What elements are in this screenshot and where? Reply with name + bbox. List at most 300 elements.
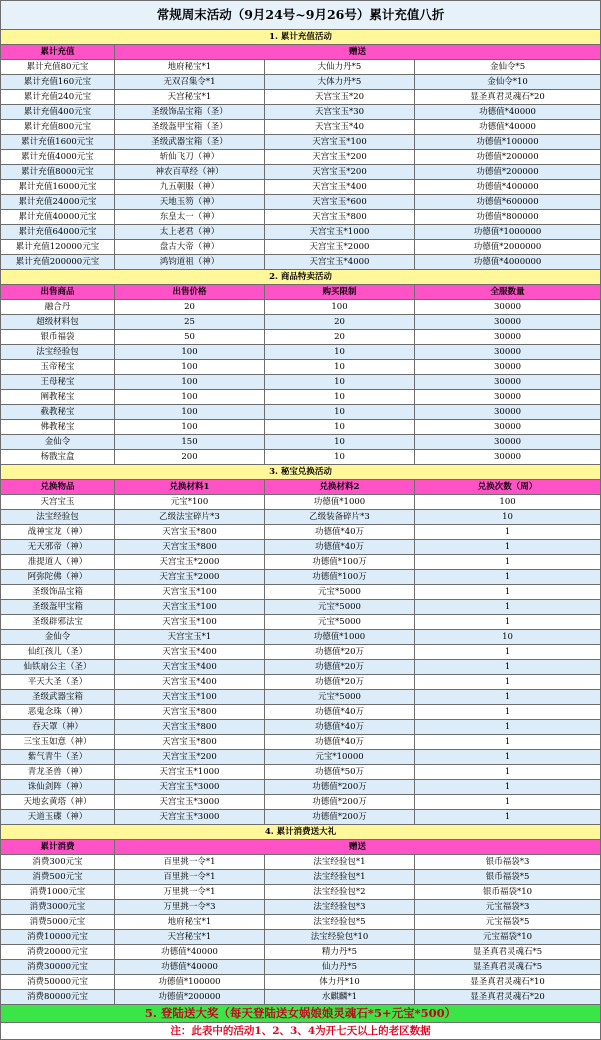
table-cell: 30000 <box>415 330 601 345</box>
column-header: 出售价格 <box>115 285 265 300</box>
table-cell: 天宫宝玉*400 <box>265 180 415 195</box>
column-header: 累计充值 <box>1 45 115 60</box>
table-cell: 功德值*100万 <box>265 570 415 585</box>
header-row <box>1 285 601 300</box>
table-cell: 50 <box>115 330 265 345</box>
column-header: 全服数量 <box>415 285 601 300</box>
footer-note: 注：此表中的活动1、2、3、4为开七天以上的老区数据 <box>1 1023 601 1040</box>
table-cell: 天宫宝玉*40 <box>265 120 415 135</box>
table-row <box>1 990 601 1005</box>
page-title: 常规周末活动（9月24号~9月26号）累计充值八折 <box>1 1 601 30</box>
table-cell: 功德值*100万 <box>265 555 415 570</box>
table-cell: 显圣真君灵魂石*5 <box>415 945 601 960</box>
table-cell: 仙力丹*5 <box>265 960 415 975</box>
table-cell: 天宫宝玉*20 <box>265 90 415 105</box>
table-cell: 天宫宝玉*400 <box>115 660 265 675</box>
table-cell: 功德值*20万 <box>265 645 415 660</box>
column-header: 累计消费 <box>1 840 115 855</box>
note-row <box>1 1023 601 1040</box>
table-cell: 神农百草经（神） <box>115 165 265 180</box>
table-cell: 天宫宝玉*3000 <box>115 810 265 825</box>
column-header: 出售商品 <box>1 285 115 300</box>
table-cell: 功德值*200000 <box>115 990 265 1005</box>
table-cell: 天宫宝玉*1000 <box>265 225 415 240</box>
table-cell: 地府秘宝*1 <box>115 60 265 75</box>
table-cell: 100 <box>115 390 265 405</box>
table-row <box>1 615 601 630</box>
table-cell: 1 <box>415 735 601 750</box>
table-cell: 10 <box>265 360 415 375</box>
table-cell: 圣级辟邪法宝 <box>1 615 115 630</box>
table-row <box>1 255 601 270</box>
table-row <box>1 705 601 720</box>
table-cell: 天宫宝玉*800 <box>265 210 415 225</box>
table-cell: 30000 <box>415 405 601 420</box>
table-cell: 准提道人（神） <box>1 555 115 570</box>
table-cell: 功德值*40000 <box>115 945 265 960</box>
section-title: 4. 累计消费送大礼 <box>1 825 601 840</box>
table-cell: 东皇太一（神） <box>115 210 265 225</box>
table-cell: 显圣真君灵魂石*5 <box>415 960 601 975</box>
table-cell: 累计充值64000元宝 <box>1 225 115 240</box>
table-row <box>1 570 601 585</box>
table-cell: 10 <box>265 420 415 435</box>
table-cell: 水麒麟*1 <box>265 990 415 1005</box>
table-cell: 圣级盔甲宝箱 <box>1 600 115 615</box>
header-row <box>1 45 601 60</box>
table-cell: 乙级装备碎片*3 <box>265 510 415 525</box>
section-title: 3. 秘宝兑换活动 <box>1 465 601 480</box>
table-cell: 功德值*20万 <box>265 675 415 690</box>
table-cell: 100 <box>265 300 415 315</box>
section-title-row <box>1 270 601 285</box>
table-cell: 元宝*5000 <box>265 690 415 705</box>
table-cell: 天地玉笏（神） <box>115 195 265 210</box>
table-cell: 1 <box>415 780 601 795</box>
table-cell: 法宝经验包 <box>1 345 115 360</box>
table-row <box>1 165 601 180</box>
table-cell: 消费3000元宝 <box>1 900 115 915</box>
section-title-row <box>1 30 601 45</box>
table-cell: 1 <box>415 720 601 735</box>
table-cell: 天宫宝玉*200 <box>115 750 265 765</box>
table-cell: 金仙令*10 <box>415 75 601 90</box>
table-cell: 累计充值8000元宝 <box>1 165 115 180</box>
table-cell: 1 <box>415 750 601 765</box>
table-row <box>1 735 601 750</box>
column-header: 兑换物品 <box>1 480 115 495</box>
table-cell: 元宝*100 <box>115 495 265 510</box>
table-cell: 10 <box>415 630 601 645</box>
table-cell: 30000 <box>415 345 601 360</box>
table-cell: 30000 <box>415 360 601 375</box>
table-cell: 盘古大帝（神） <box>115 240 265 255</box>
table-cell: 累计充值240元宝 <box>1 90 115 105</box>
table-cell: 累计充值1600元宝 <box>1 135 115 150</box>
table-cell: 30000 <box>415 375 601 390</box>
table-row <box>1 675 601 690</box>
table-cell: 天宫宝玉*400 <box>115 645 265 660</box>
table-cell: 天宫宝玉*1 <box>115 630 265 645</box>
table-cell: 天地玄黄塔（神） <box>1 795 115 810</box>
table-cell: 圣级武器宝箱（圣） <box>115 135 265 150</box>
table-cell: 体力丹*10 <box>265 975 415 990</box>
table-cell: 圣级武器宝箱 <box>1 690 115 705</box>
table-cell: 功德值*800000 <box>415 210 601 225</box>
table-cell: 功德值*40万 <box>265 525 415 540</box>
table-cell: 功德值*1000000 <box>415 225 601 240</box>
column-header: 兑换材料1 <box>115 480 265 495</box>
table-cell: 吞天罩（神） <box>1 720 115 735</box>
section-title: 2. 商品特卖活动 <box>1 270 601 285</box>
table-row <box>1 105 601 120</box>
table-cell: 天宫宝玉*2000 <box>265 240 415 255</box>
table-row <box>1 435 601 450</box>
table-cell: 1 <box>415 645 601 660</box>
table-row <box>1 405 601 420</box>
table-row <box>1 300 601 315</box>
table-cell: 消费50000元宝 <box>1 975 115 990</box>
table-cell: 1 <box>415 555 601 570</box>
table-cell: 无双召集令*1 <box>115 75 265 90</box>
table-cell: 累计充值160元宝 <box>1 75 115 90</box>
table-cell: 1 <box>415 795 601 810</box>
login-reward-row <box>1 1005 601 1023</box>
table-cell: 万里挑一令*1 <box>115 885 265 900</box>
table-cell: 1 <box>415 525 601 540</box>
table-cell: 法宝经验包*1 <box>265 870 415 885</box>
table-cell: 银币福袋 <box>1 330 115 345</box>
header-row <box>1 480 601 495</box>
table-cell: 天宫宝玉*800 <box>115 720 265 735</box>
table-cell: 法宝经验包*1 <box>265 855 415 870</box>
table-cell: 精力丹*5 <box>265 945 415 960</box>
table-cell: 功德值*40万 <box>265 540 415 555</box>
table-cell: 天宫宝玉*30 <box>265 105 415 120</box>
table-row <box>1 510 601 525</box>
table-cell: 25 <box>115 315 265 330</box>
table-cell: 仙铁扇公主（圣） <box>1 660 115 675</box>
table-row <box>1 135 601 150</box>
table-cell: 天宫宝玉*2000 <box>115 570 265 585</box>
table-cell: 1 <box>415 810 601 825</box>
table-cell: 阿弥陀佛（神） <box>1 570 115 585</box>
table-cell: 10 <box>265 345 415 360</box>
table-row <box>1 780 601 795</box>
table-row <box>1 930 601 945</box>
table-cell: 30000 <box>415 435 601 450</box>
table-cell: 1 <box>415 660 601 675</box>
table-cell: 元宝*10000 <box>265 750 415 765</box>
table-cell: 消费500元宝 <box>1 870 115 885</box>
table-cell: 功德值*400000 <box>415 180 601 195</box>
table-cell: 20 <box>115 300 265 315</box>
table-cell: 10 <box>415 510 601 525</box>
table-cell: 功德值*20万 <box>265 660 415 675</box>
table-cell: 无天邪帝（神） <box>1 540 115 555</box>
table-cell: 天宫宝玉*800 <box>115 705 265 720</box>
table-cell: 功德值*50万 <box>265 765 415 780</box>
table-row <box>1 765 601 780</box>
table-row <box>1 225 601 240</box>
column-header: 赠送 <box>115 45 601 60</box>
table-cell: 100 <box>115 420 265 435</box>
table-cell: 截教秘宝 <box>1 405 115 420</box>
table-cell: 功德值*40万 <box>265 720 415 735</box>
column-header: 兑换次数（周） <box>415 480 601 495</box>
table-cell: 超级材料包 <box>1 315 115 330</box>
table-cell: 1 <box>415 675 601 690</box>
table-cell: 银币福袋*5 <box>415 870 601 885</box>
table-row <box>1 585 601 600</box>
table-cell: 诛仙剑阵（神） <box>1 780 115 795</box>
table-cell: 累计充值120000元宝 <box>1 240 115 255</box>
table-cell: 1 <box>415 765 601 780</box>
table-cell: 法宝经验包*2 <box>265 885 415 900</box>
column-header: 兑换材料2 <box>265 480 415 495</box>
table-row <box>1 630 601 645</box>
table-cell: 金仙令*5 <box>415 60 601 75</box>
table-cell: 1 <box>415 585 601 600</box>
table-row <box>1 975 601 990</box>
table-cell: 100 <box>115 405 265 420</box>
table-row <box>1 645 601 660</box>
table-cell: 显圣真君灵魂石*20 <box>415 90 601 105</box>
table-cell: 天宫宝玉*100 <box>115 585 265 600</box>
table-cell: 1 <box>415 705 601 720</box>
table-cell: 功德值*100000 <box>115 975 265 990</box>
table-cell: 阐教秘宝 <box>1 390 115 405</box>
header-row <box>1 840 601 855</box>
table-cell: 累计充值200000元宝 <box>1 255 115 270</box>
table-cell: 天宫宝玉*200 <box>265 165 415 180</box>
table-cell: 10 <box>265 450 415 465</box>
table-cell: 消费5000元宝 <box>1 915 115 930</box>
table-cell: 消费1000元宝 <box>1 885 115 900</box>
table-cell: 1 <box>415 690 601 705</box>
table-cell: 大体力丹*5 <box>265 75 415 90</box>
table-row <box>1 810 601 825</box>
table-row <box>1 600 601 615</box>
table-cell: 圣级饰品宝箱（圣） <box>115 105 265 120</box>
table-row <box>1 330 601 345</box>
table-cell: 功德值*40万 <box>265 735 415 750</box>
table-row <box>1 345 601 360</box>
table-cell: 100 <box>415 495 601 510</box>
table-cell: 100 <box>115 375 265 390</box>
table-cell: 累计充值40000元宝 <box>1 210 115 225</box>
table-cell: 金仙令 <box>1 630 115 645</box>
table-cell: 元宝福袋*10 <box>415 930 601 945</box>
table-cell: 太上老君（神） <box>115 225 265 240</box>
table-cell: 1 <box>415 570 601 585</box>
table-cell: 元宝福袋*3 <box>415 900 601 915</box>
table-cell: 圣级盔甲宝箱（圣） <box>115 120 265 135</box>
table-row <box>1 450 601 465</box>
table-row <box>1 60 601 75</box>
table-cell: 功德值*200万 <box>265 810 415 825</box>
table-cell: 天宫宝玉*2000 <box>115 555 265 570</box>
table-cell: 天宫宝玉*800 <box>115 540 265 555</box>
table-row <box>1 960 601 975</box>
table-cell: 功德值*200万 <box>265 795 415 810</box>
section-title-row <box>1 825 601 840</box>
table-row <box>1 870 601 885</box>
table-cell: 法宝经验包*10 <box>265 930 415 945</box>
table-cell: 天宫宝玉*100 <box>115 615 265 630</box>
table-cell: 天宫宝玉*800 <box>115 525 265 540</box>
table-row <box>1 660 601 675</box>
table-cell: 恶鬼念珠（神） <box>1 705 115 720</box>
table-cell: 乙级法宝碎片*3 <box>115 510 265 525</box>
table-cell: 1 <box>415 615 601 630</box>
table-cell: 杨戬宝盒 <box>1 450 115 465</box>
login-reward-banner: 5. 登陆送大奖（每天登陆送女娲娘娘灵魂石*5+元宝*500） <box>1 1005 601 1023</box>
table-cell: 天宫宝玉*3000 <box>115 780 265 795</box>
table-cell: 平天大圣（圣） <box>1 675 115 690</box>
table-cell: 天宫宝玉*4000 <box>265 255 415 270</box>
table-cell: 银币福袋*3 <box>415 855 601 870</box>
table-row <box>1 195 601 210</box>
table-cell: 法宝经验包 <box>1 510 115 525</box>
table-cell: 20 <box>265 315 415 330</box>
page-title-row <box>1 1 601 30</box>
table-cell: 20 <box>265 330 415 345</box>
table-cell: 法宝经验包*5 <box>265 915 415 930</box>
section-title-row <box>1 465 601 480</box>
table-cell: 功德值*40000 <box>415 120 601 135</box>
table-cell: 大仙力丹*5 <box>265 60 415 75</box>
table-row <box>1 360 601 375</box>
table-cell: 消费10000元宝 <box>1 930 115 945</box>
table-cell: 累计充值16000元宝 <box>1 180 115 195</box>
table-row <box>1 750 601 765</box>
table-cell: 天宫宝玉*600 <box>265 195 415 210</box>
table-cell: 元宝*5000 <box>265 600 415 615</box>
table-cell: 消费80000元宝 <box>1 990 115 1005</box>
table-cell: 10 <box>265 405 415 420</box>
table-row <box>1 885 601 900</box>
table-cell: 天宫宝玉*1000 <box>115 765 265 780</box>
table-cell: 消费30000元宝 <box>1 960 115 975</box>
table-cell: 1 <box>415 540 601 555</box>
table-row <box>1 540 601 555</box>
table-cell: 30000 <box>415 390 601 405</box>
table-row <box>1 315 601 330</box>
table-row <box>1 690 601 705</box>
table-row <box>1 420 601 435</box>
table-row <box>1 240 601 255</box>
column-header: 购买限制 <box>265 285 415 300</box>
table-cell: 功德值*1000 <box>265 630 415 645</box>
table-cell: 佛教秘宝 <box>1 420 115 435</box>
table-row <box>1 210 601 225</box>
table-row <box>1 915 601 930</box>
table-row <box>1 375 601 390</box>
table-cell: 银币福袋*10 <box>415 885 601 900</box>
table-cell: 功德值*100000 <box>415 135 601 150</box>
table-cell: 150 <box>115 435 265 450</box>
table-cell: 30000 <box>415 315 601 330</box>
table-cell: 紫气青牛（圣） <box>1 750 115 765</box>
table-cell: 10 <box>265 375 415 390</box>
table-cell: 30000 <box>415 450 601 465</box>
table-cell: 天宫宝玉*800 <box>115 735 265 750</box>
table-cell: 消费300元宝 <box>1 855 115 870</box>
table-cell: 圣级饰品宝箱 <box>1 585 115 600</box>
table-cell: 天宫宝玉*100 <box>115 690 265 705</box>
table-cell: 30000 <box>415 300 601 315</box>
table-cell: 鸿钧道祖（神） <box>115 255 265 270</box>
table-cell: 万里挑一令*3 <box>115 900 265 915</box>
table-cell: 功德值*40000 <box>115 960 265 975</box>
table-row <box>1 390 601 405</box>
table-cell: 元宝*5000 <box>265 585 415 600</box>
table-cell: 功德值*40万 <box>265 705 415 720</box>
table-cell: 法宝经验包*3 <box>265 900 415 915</box>
table-cell: 青龙圣兽（神） <box>1 765 115 780</box>
table-cell: 天宫宝玉*3000 <box>115 795 265 810</box>
table-cell: 功德值*4000000 <box>415 255 601 270</box>
table-cell: 金仙令 <box>1 435 115 450</box>
table-cell: 百里挑一令*1 <box>115 855 265 870</box>
table-cell: 天道玉碟（神） <box>1 810 115 825</box>
table-cell: 100 <box>115 345 265 360</box>
table-cell: 1 <box>415 600 601 615</box>
table-cell: 累计充值400元宝 <box>1 105 115 120</box>
table-row <box>1 120 601 135</box>
table-row <box>1 150 601 165</box>
table-row <box>1 90 601 105</box>
table-cell: 天宫宝玉*200 <box>265 150 415 165</box>
section-title: 1. 累计充值活动 <box>1 30 601 45</box>
table-cell: 王母秘宝 <box>1 375 115 390</box>
table-cell: 功德值*40000 <box>415 105 601 120</box>
table-cell: 仙红孩儿（圣） <box>1 645 115 660</box>
table-cell: 地府秘宝*1 <box>115 915 265 930</box>
table-cell: 累计充值4000元宝 <box>1 150 115 165</box>
table-row <box>1 795 601 810</box>
table-row <box>1 75 601 90</box>
table-cell: 功德值*600000 <box>415 195 601 210</box>
table-cell: 功德值*200万 <box>265 780 415 795</box>
table-cell: 九五朝服（神） <box>115 180 265 195</box>
table-cell: 消费20000元宝 <box>1 945 115 960</box>
table-cell: 200 <box>115 450 265 465</box>
table-cell: 三宝玉如意（神） <box>1 735 115 750</box>
table-cell: 功德值*200000 <box>415 150 601 165</box>
table-cell: 百里挑一令*1 <box>115 870 265 885</box>
table-cell: 30000 <box>415 420 601 435</box>
table-cell: 显圣真君灵魂石*10 <box>415 975 601 990</box>
table-cell: 累计充值80元宝 <box>1 60 115 75</box>
table-cell: 元宝*5000 <box>265 615 415 630</box>
table-cell: 战神宝龙（神） <box>1 525 115 540</box>
table-cell: 累计充值24000元宝 <box>1 195 115 210</box>
table-cell: 玉帝秘宝 <box>1 360 115 375</box>
table-cell: 天宫宝玉*100 <box>115 600 265 615</box>
table-cell: 天宫秘宝*1 <box>115 90 265 105</box>
table-cell: 斩仙飞刀（神） <box>115 150 265 165</box>
table-cell: 天宫宝玉*400 <box>115 675 265 690</box>
table-row <box>1 180 601 195</box>
table-cell: 10 <box>265 390 415 405</box>
table-row <box>1 495 601 510</box>
table-row <box>1 945 601 960</box>
table-cell: 元宝福袋*5 <box>415 915 601 930</box>
table-cell: 显圣真君灵魂石*20 <box>415 990 601 1005</box>
table-cell: 功德值*2000000 <box>415 240 601 255</box>
